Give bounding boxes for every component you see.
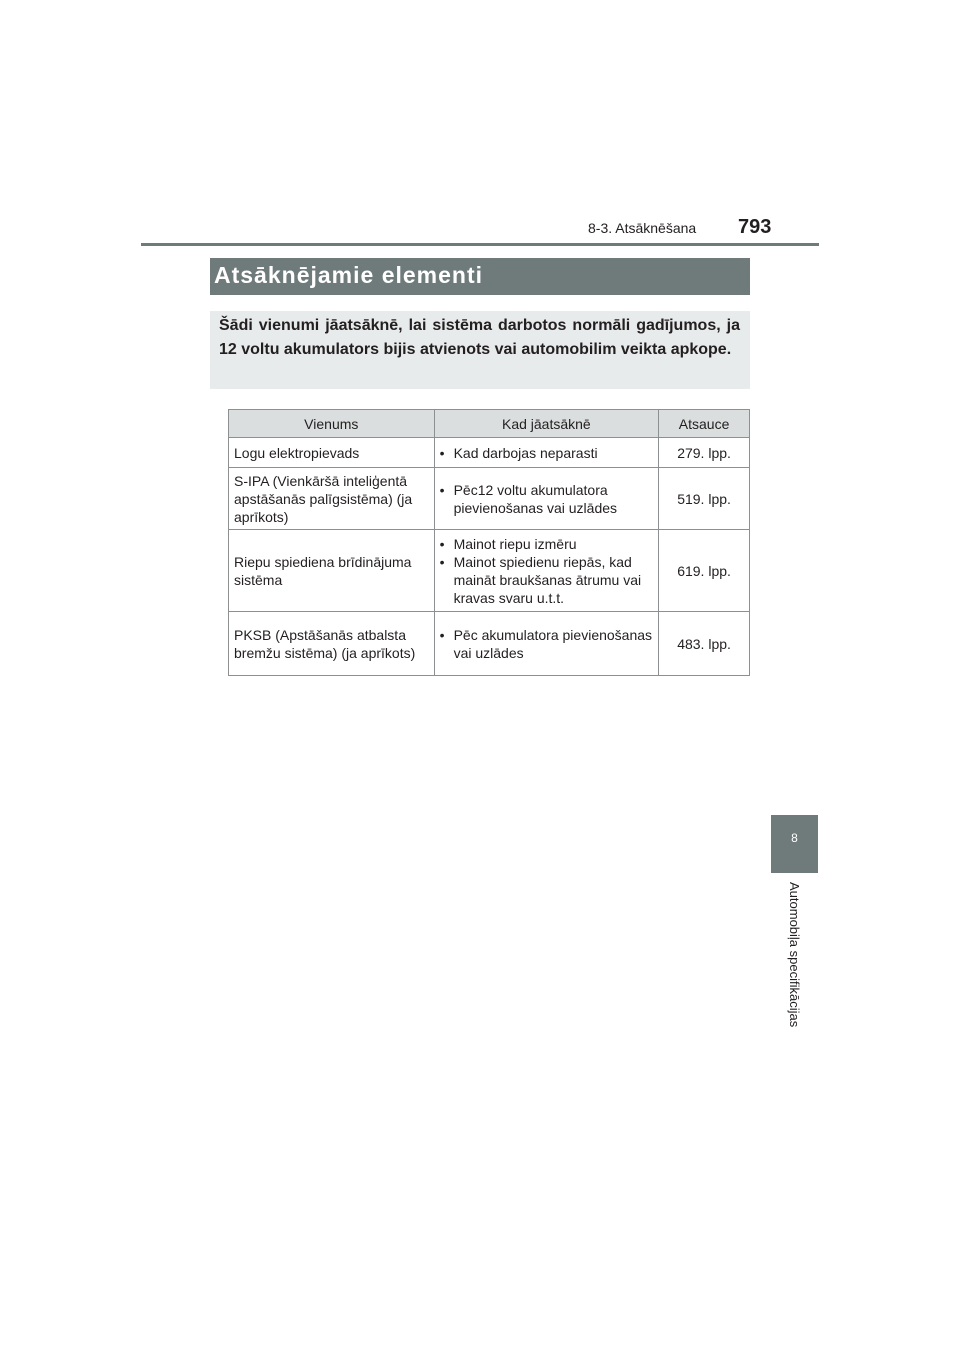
chapter-number: 8 (791, 831, 798, 845)
column-header-when: Kad jāatsāknē (434, 410, 659, 438)
bullet-item: • Kad darbojas neparasti (439, 444, 598, 461)
table-row (229, 612, 750, 676)
when-cell (434, 612, 659, 676)
intro-box (210, 311, 750, 389)
page-number: 793 (738, 216, 772, 238)
column-header-item: Vienums (229, 410, 435, 438)
when-cell (434, 438, 659, 468)
when-cell (434, 468, 659, 530)
ref-cell: 279. lpp. (659, 438, 750, 468)
bullet-item: • Mainot riepu izmēru (439, 535, 577, 552)
header-divider (141, 243, 819, 246)
bullet-item: • Pēc12 voltu akumulatora pievienošanas vai uzlādes (439, 481, 618, 516)
bullet-icon: • (439, 444, 445, 461)
table-row (229, 530, 750, 612)
chapter-label: Automobiļa specifikācijas (787, 882, 802, 1028)
reset-items-table (228, 409, 750, 676)
section-heading: Atsāknējamie elementi (214, 262, 484, 288)
bullet-item: • Mainot spiedienu riepās, kad maināt braukšanas ātrumu vai kravas svaru u.t.t. (439, 553, 642, 606)
bullet-icon: • (439, 481, 445, 498)
section-title: 8-3. Atsāknēšana (588, 220, 697, 236)
table-header-row (229, 410, 750, 438)
ref-cell: 483. lpp. (659, 612, 750, 676)
chapter-tab (771, 815, 818, 873)
item-cell: Riepu spiediena brīdinājuma sistēma (229, 530, 435, 612)
table-row (229, 438, 750, 468)
column-header-ref: Atsauce (659, 410, 750, 438)
ref-cell: 619. lpp. (659, 530, 750, 612)
ref-cell: 519. lpp. (659, 468, 750, 530)
section-heading-band (210, 258, 750, 295)
bullet-item: • Pēc akumulatora pievienošanas vai uzlādes (439, 626, 653, 661)
bullet-icon: • (439, 535, 445, 552)
table-row (229, 468, 750, 530)
bullet-icon: • (439, 626, 445, 643)
item-cell: S-IPA (Vienkāršā inteliģentā apstāšanās palīgsistēma) (ja aprīkots) (229, 468, 435, 530)
item-cell: Logu elektropievads (229, 438, 435, 468)
when-cell (434, 530, 659, 612)
intro-text: Šādi vienumi jāatsāknē, lai sistēma darbotos normāli gadījumos, ja 12 voltu akumulators bijis atvienots vai automobilim veikta apkope. (219, 317, 740, 358)
item-cell: PKSB (Apstāšanās atbalsta bremžu sistēma) (ja aprīkots) (229, 612, 435, 676)
bullet-icon: • (439, 553, 445, 570)
